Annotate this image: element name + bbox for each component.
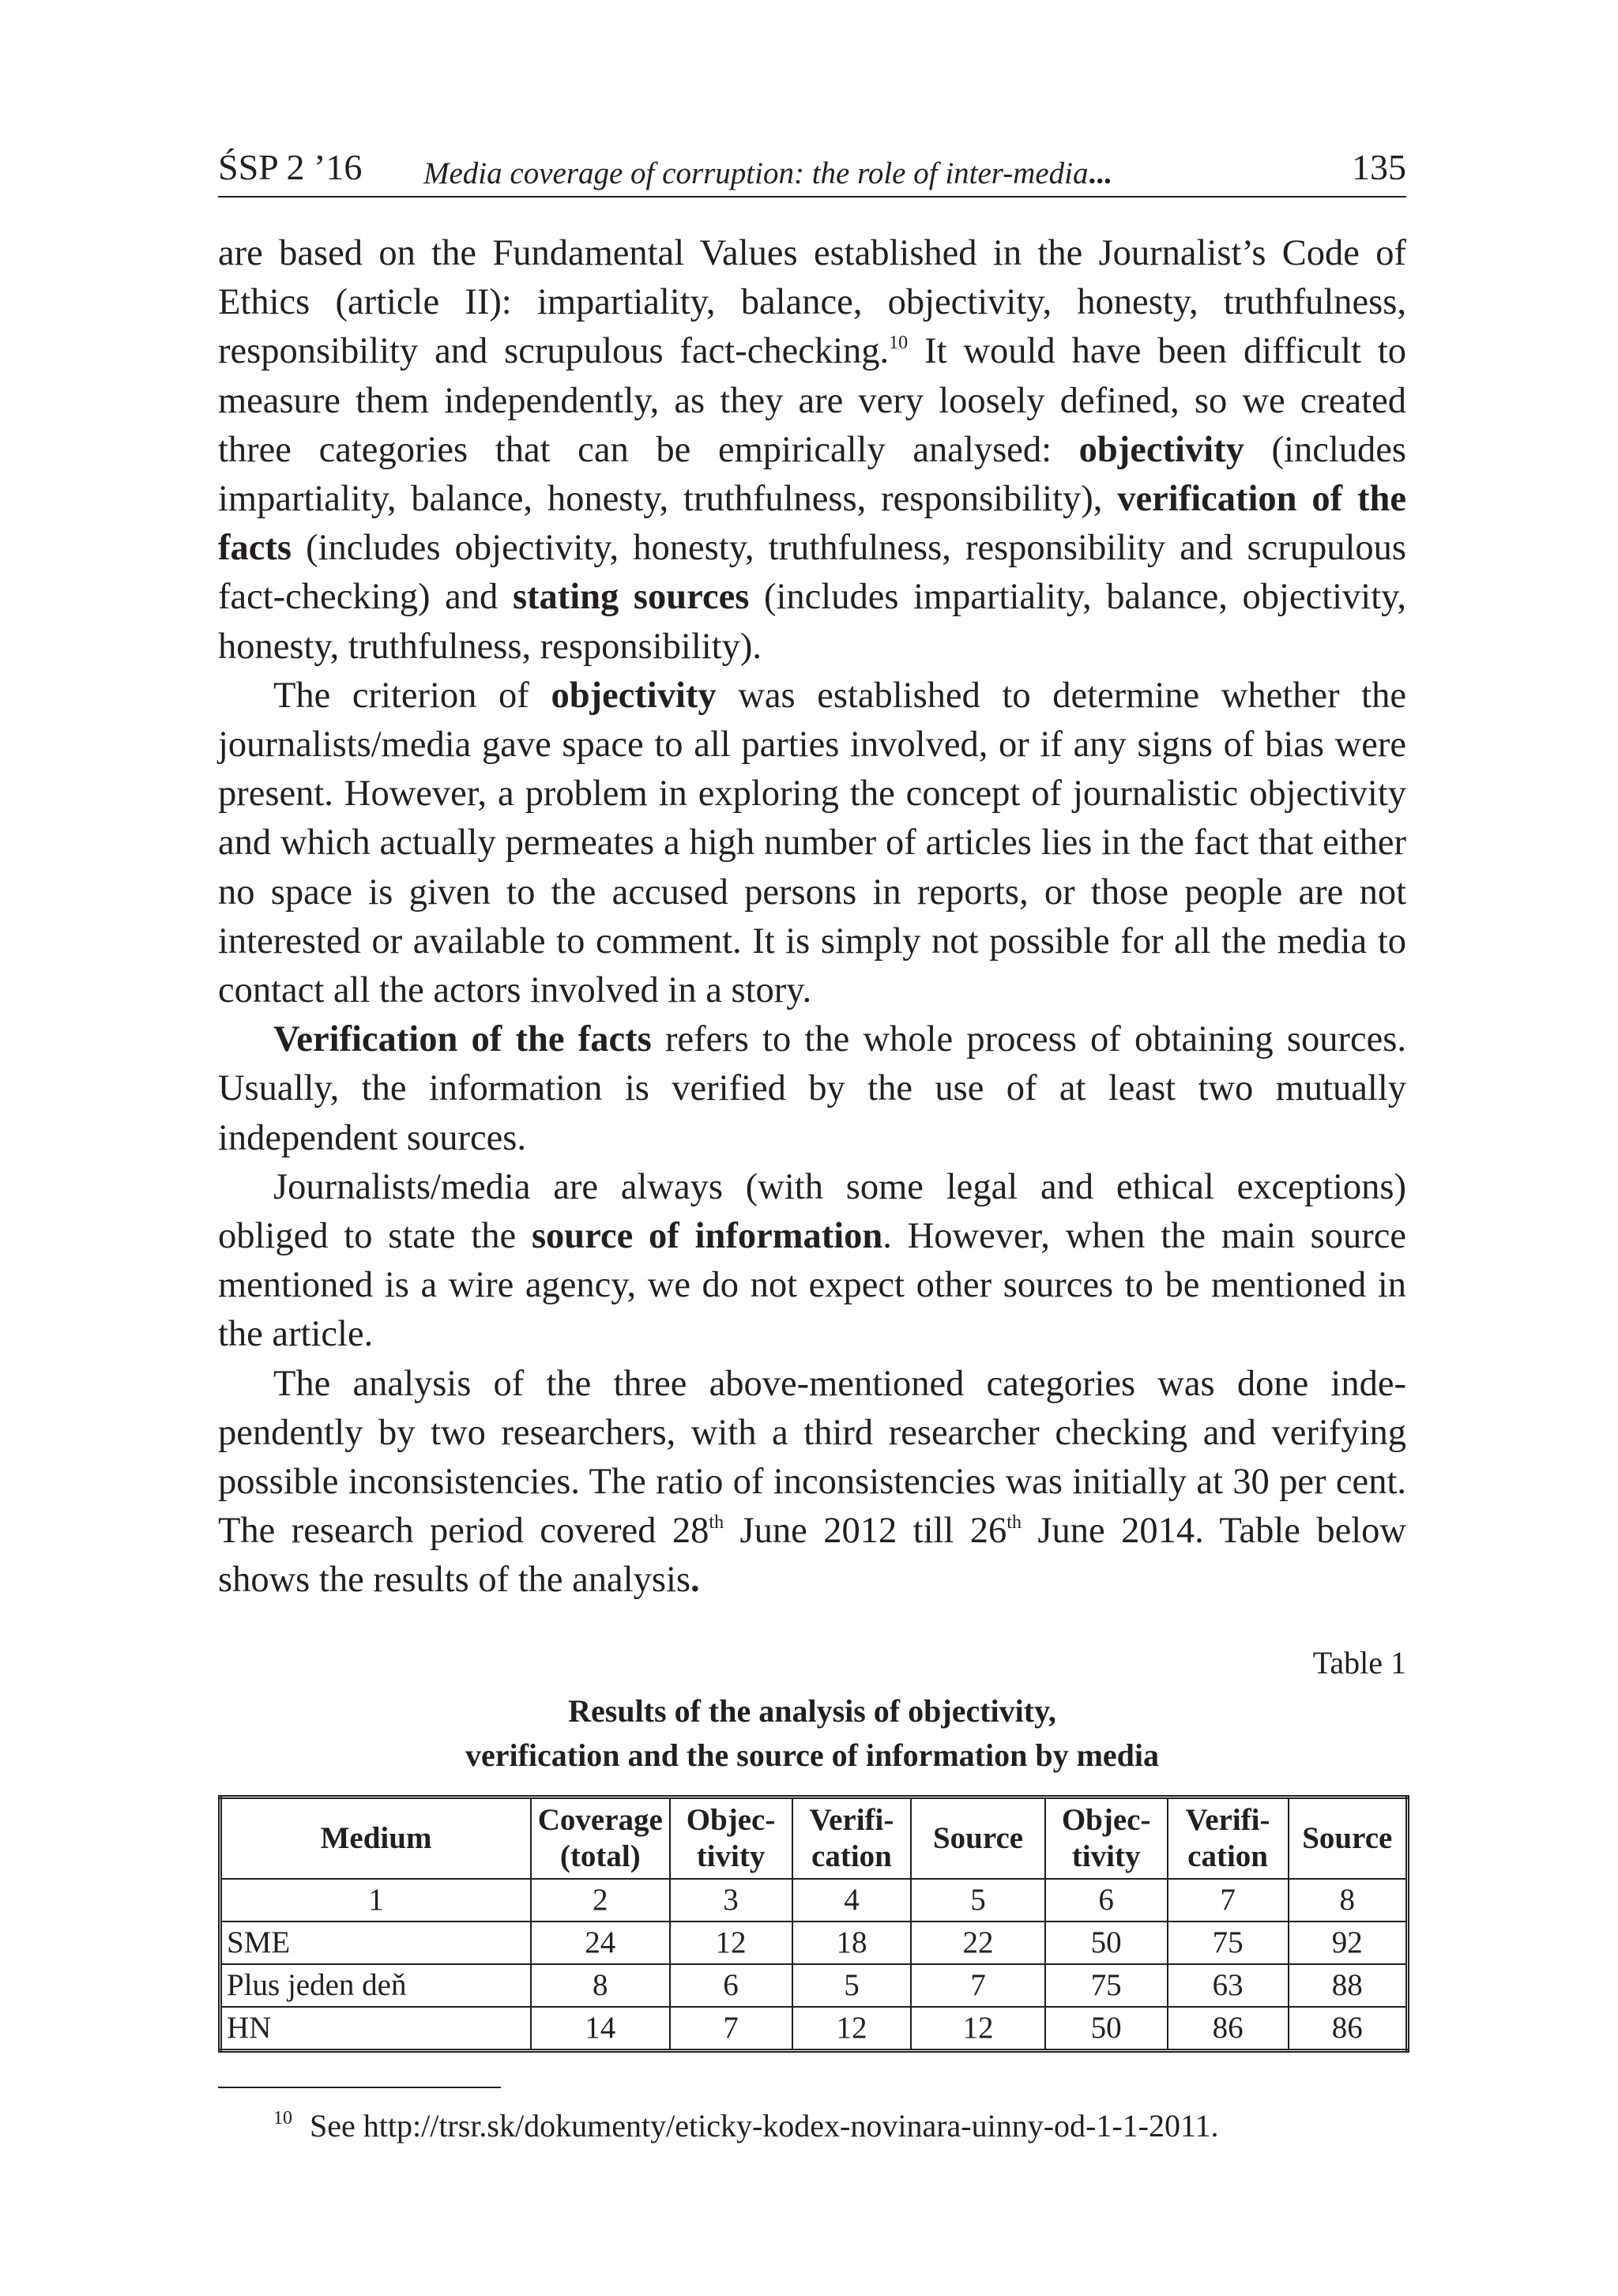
paragraph-4: Journalists/media are always (with some legal and ethical exceptions) obliged to state the source of information. However, when the main source mentioned is a wire agency, we do not expect other sources to be mentioned in the article. xyxy=(218,1166,1406,1355)
table-body xyxy=(220,1879,1408,2051)
table-cell: 75 xyxy=(1045,1964,1168,2007)
column-header-line: Medium xyxy=(320,1821,432,1855)
term-stating-sources: stating sources xyxy=(512,577,750,618)
column-header xyxy=(531,1797,669,1880)
table-header-row xyxy=(220,1797,1408,1880)
table-cell: 63 xyxy=(1168,1964,1289,2007)
column-header-line: Coverage xyxy=(537,1803,663,1837)
term-objectivity: objectivity xyxy=(551,675,717,716)
table-cell: 86 xyxy=(1289,2007,1408,2051)
table-title-line: Results of the analysis of objectivity, xyxy=(568,1693,1056,1729)
term-source-of-information: source of information xyxy=(531,1216,883,1257)
table-cell: 18 xyxy=(792,1921,912,1964)
page-number: 135 xyxy=(1352,147,1406,187)
table-cell: 5 xyxy=(792,1964,912,2007)
column-number: 1 xyxy=(220,1879,532,1921)
table-cell: 88 xyxy=(1289,1964,1408,2007)
table-cell: 14 xyxy=(531,2007,669,2051)
term-verification: verification of the facts xyxy=(218,479,1406,569)
table-cell: 50 xyxy=(1045,1921,1168,1964)
column-header xyxy=(1168,1797,1289,1880)
footnote-ref[interactable]: 10 xyxy=(889,333,909,354)
column-header xyxy=(1045,1797,1168,1880)
medium-name: SME xyxy=(220,1921,532,1964)
column-header xyxy=(220,1797,532,1880)
column-header xyxy=(911,1797,1044,1880)
column-number-row xyxy=(220,1879,1408,1921)
table-cell: 22 xyxy=(911,1921,1044,1964)
paragraph-5: The analysis of the three above-mentioned categories was done independently by two researchers, with a third researcher checking and verifying possible inconsistencies. The ratio of inconsistencies was initially at 30 per cent. The research period covered 28th June 2012 till 26th June 2014. Table below shows the results of the analysis. xyxy=(218,1363,1407,1601)
table-row xyxy=(220,1964,1408,2007)
column-header-line: (total) xyxy=(559,1839,641,1873)
results-table xyxy=(218,1795,1409,2053)
table-cell: 6 xyxy=(670,1964,792,2007)
running-title-text: Media coverage of corruption: the role of inter-media xyxy=(423,156,1089,190)
table-cell: 86 xyxy=(1168,2007,1289,2051)
paragraph-2: The criterion of objectivity was established to determine whether the journalists/media gave space to all parties involved, or if any signs of bias were present. However, a problem in exploring the concept of journalistic objectivity and which actually permeates a high number of articles lies in the fact that either no space is given to the accused persons in reports, or those people are not interested or available to comment. It is simply not possible for all the media to contact all the actors involved in a story. xyxy=(218,675,1406,1011)
table-cell: 50 xyxy=(1045,2007,1168,2051)
running-title xyxy=(423,155,1112,193)
running-title-ellipsis: ... xyxy=(1088,156,1112,190)
term-verification: Verification of the facts xyxy=(273,1019,652,1060)
column-header-line: Verifi- xyxy=(809,1803,894,1837)
table-cell: 92 xyxy=(1289,1921,1408,1964)
column-number: 4 xyxy=(792,1879,912,1921)
column-number: 5 xyxy=(911,1879,1044,1921)
table-cell: 75 xyxy=(1168,1921,1289,1964)
column-header-line: cation xyxy=(1187,1839,1268,1873)
column-header xyxy=(792,1797,912,1880)
footnote-text[interactable]: See http://trsr.sk/dokumenty/eticky-kodex-novinara-uinny-od-1-1-2011. xyxy=(310,2108,1219,2144)
column-header-line: cation xyxy=(811,1839,892,1873)
column-header-line: Source xyxy=(1302,1821,1393,1855)
column-header-line: Objec- xyxy=(1061,1803,1151,1837)
column-number: 3 xyxy=(670,1879,792,1921)
table-label: Table 1 xyxy=(1312,1645,1406,1681)
footnote-divider xyxy=(218,2087,501,2088)
table-title-line: verification and the source of information by media xyxy=(465,1737,1160,1773)
table-row xyxy=(220,1921,1408,1964)
medium-name: Plus jeden deň xyxy=(220,1964,532,2007)
column-header xyxy=(670,1797,792,1880)
body-text xyxy=(218,229,1406,1605)
table-cell: 8 xyxy=(531,1964,669,2007)
table-cell: 24 xyxy=(531,1921,669,1964)
column-header-line: tivity xyxy=(1071,1839,1141,1873)
column-number: 2 xyxy=(531,1879,669,1921)
table-cell: 12 xyxy=(792,2007,912,2051)
footnote xyxy=(273,2105,1219,2152)
running-head xyxy=(218,141,1406,198)
footnote-number: 10 xyxy=(273,2108,292,2129)
column-number: 6 xyxy=(1045,1879,1168,1921)
table-title xyxy=(218,1689,1406,1778)
paragraph-1: are based on the Fundamental Values established in the Journalist’s Code of Ethics (article II): impartiality, balance, objectivity, honesty, truthfulness, responsibility and scrupulous fact-checking.$^{10}$ It would have been difficult to measure them independently, as they are very loosely defined, so we created three categories that can be empirically analysed: objectivity (includes impartiality, balance, honesty, truthfulness, responsibility), verification of the facts (includes objectivity, honesty, truthfulness, responsibility and scrupulous fact-checking) and stating sources (includes impartiality, balance, objectivity, honesty, truthfulness, responsibility). xyxy=(218,233,1407,667)
paragraph-3: Verification of the facts refers to the whole process of obtaining sources. Usually, the information is verified by the use of at least two mutually independent sources. xyxy=(218,1019,1406,1158)
medium-name: HN xyxy=(220,2007,532,2051)
table-cell: 12 xyxy=(911,2007,1044,2051)
column-header-line: Verifi- xyxy=(1185,1803,1270,1837)
column-header-line: Source xyxy=(932,1821,1024,1855)
term-objectivity: objectivity xyxy=(1078,429,1244,470)
column-header xyxy=(1289,1797,1408,1880)
column-number: 8 xyxy=(1289,1879,1408,1921)
journal-issue: ŚSP 2 ’16 xyxy=(218,147,363,187)
table-cell: 7 xyxy=(670,2007,792,2051)
table-cell: 12 xyxy=(670,1921,792,1964)
column-number: 7 xyxy=(1168,1879,1289,1921)
column-header-line: tivity xyxy=(696,1839,766,1873)
column-header-line: Objec- xyxy=(686,1803,776,1837)
table-row xyxy=(220,2007,1408,2051)
table-cell: 7 xyxy=(911,1964,1044,2007)
